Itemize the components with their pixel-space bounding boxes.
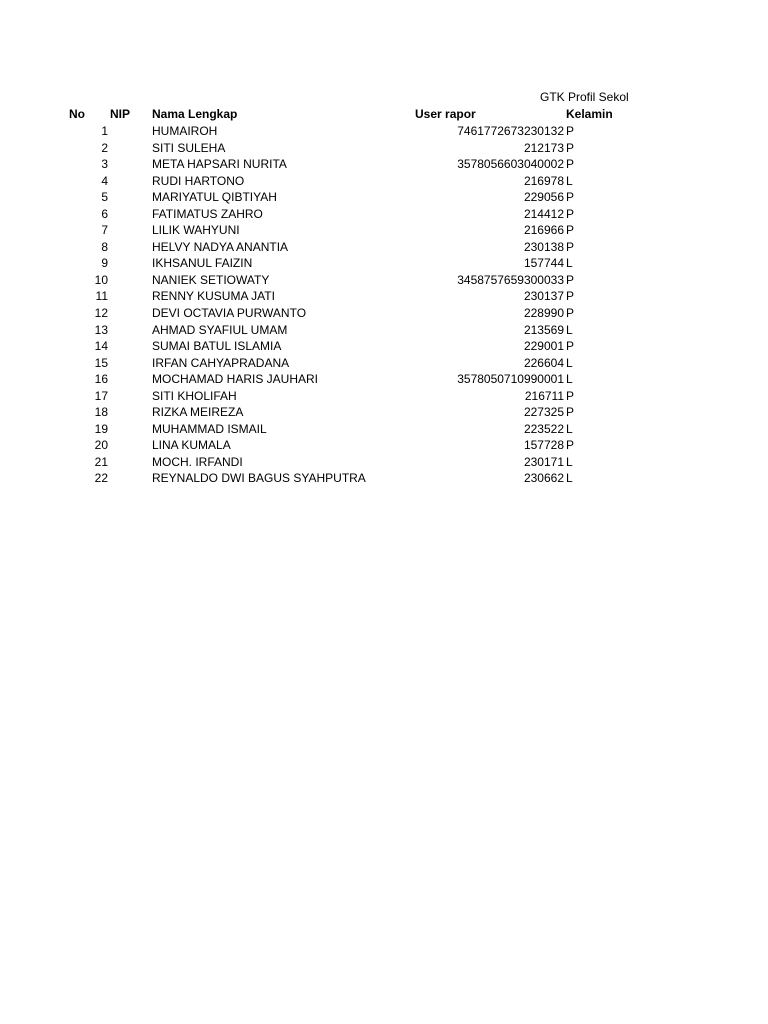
table-row	[0, 470, 768, 487]
row-number: 17	[94, 388, 108, 403]
row-user-rapor: 3578056603040002	[457, 157, 564, 172]
row-user-rapor: 213569	[523, 322, 564, 337]
row-user-rapor: 226604	[523, 355, 564, 370]
row-kelamin: L	[566, 372, 573, 387]
row-kelamin: L	[566, 173, 573, 188]
row-number: 2	[101, 140, 108, 155]
table-row	[0, 239, 768, 256]
row-nama-lengkap: IRFAN CAHYAPRADANA	[152, 355, 290, 370]
row-number: 14	[94, 339, 108, 354]
row-nama-lengkap: FATIMATUS ZAHRO	[152, 206, 263, 221]
row-kelamin: P	[566, 206, 575, 221]
row-user-rapor: 229056	[523, 190, 564, 205]
data-table	[0, 123, 768, 487]
row-number: 13	[94, 322, 108, 337]
row-kelamin: P	[566, 339, 575, 354]
row-nama-lengkap: HELVY NADYA ANANTIA	[152, 239, 289, 254]
table-row	[0, 206, 768, 223]
row-number: 3	[101, 157, 108, 172]
row-kelamin: L	[566, 256, 573, 271]
row-user-rapor: 228990	[523, 306, 564, 321]
row-nama-lengkap: HUMAIROH	[152, 124, 218, 138]
table-row	[0, 288, 768, 305]
row-number: 21	[94, 454, 108, 469]
row-nama-lengkap: REYNALDO DWI BAGUS SYAHPUTRA	[152, 471, 366, 486]
header-nama-lengkap: Nama Lengkap	[152, 107, 238, 121]
row-user-rapor: 214412	[523, 206, 564, 221]
header-nip: NIP	[110, 107, 131, 121]
table-row	[0, 140, 768, 157]
row-number: 15	[94, 355, 108, 370]
row-nama-lengkap: MOCH. IRFANDI	[152, 454, 243, 469]
header-kelamin: Kelamin	[566, 107, 613, 121]
row-user-rapor: 3578050710990001	[457, 372, 564, 387]
row-kelamin: P	[566, 405, 575, 420]
row-kelamin: P	[566, 157, 575, 172]
row-user-rapor: 157744	[523, 256, 564, 271]
row-kelamin: P	[566, 272, 575, 287]
row-kelamin: L	[566, 355, 573, 370]
row-kelamin: P	[566, 124, 575, 138]
row-nama-lengkap: RENNY KUSUMA JATI	[152, 289, 275, 304]
table-row	[0, 189, 768, 206]
row-user-rapor: 230138	[523, 239, 564, 254]
row-number: 7	[101, 223, 108, 238]
row-user-rapor: 216711	[524, 388, 564, 403]
table-row	[0, 123, 768, 140]
row-kelamin: P	[566, 388, 575, 403]
header-user-rapor: User rapor	[415, 107, 476, 121]
table-row	[0, 222, 768, 239]
row-kelamin: L	[566, 471, 573, 486]
row-number: 5	[101, 190, 108, 205]
row-number: 1	[101, 124, 108, 138]
row-user-rapor: 157728	[523, 438, 564, 453]
table-row	[0, 421, 768, 438]
row-nama-lengkap: SUMAI BATUL ISLAMIA	[152, 339, 282, 354]
row-nama-lengkap: MUHAMMAD ISMAIL	[152, 421, 267, 436]
row-nama-lengkap: MARIYATUL QIBTIYAH	[152, 190, 277, 205]
row-user-rapor: 229001	[523, 339, 564, 354]
row-nama-lengkap: RIZKA MEIREZA	[152, 405, 244, 420]
row-user-rapor: 7461772673230132	[457, 124, 564, 138]
row-number: 19	[94, 421, 108, 436]
row-kelamin: L	[566, 322, 573, 337]
row-nama-lengkap: SITI SULEHA	[152, 140, 226, 155]
row-kelamin: P	[566, 306, 575, 321]
row-kelamin: L	[566, 454, 573, 469]
table-row	[0, 255, 768, 272]
table-row	[0, 388, 768, 405]
table-row	[0, 355, 768, 372]
row-kelamin: P	[566, 239, 575, 254]
row-kelamin: L	[566, 421, 573, 436]
row-number: 16	[94, 372, 108, 387]
header-no: No	[69, 107, 85, 121]
table-row	[0, 272, 768, 289]
table-row	[0, 338, 768, 355]
row-kelamin: P	[566, 438, 575, 453]
table-row	[0, 305, 768, 322]
row-nama-lengkap: DEVI OCTAVIA PURWANTO	[152, 306, 307, 321]
row-user-rapor: 216966	[523, 223, 564, 238]
row-nama-lengkap: MOCHAMAD HARIS JAUHARI	[152, 372, 319, 387]
row-number: 10	[94, 272, 108, 287]
row-nama-lengkap: AHMAD SYAFIUL UMAM	[152, 322, 288, 337]
row-nama-lengkap: IKHSANUL FAIZIN	[152, 256, 253, 271]
row-nama-lengkap: LINA KUMALA	[152, 438, 231, 453]
table-row	[0, 454, 768, 471]
row-nama-lengkap: LILIK WAHYUNI	[152, 223, 240, 238]
row-number: 4	[101, 173, 108, 188]
row-user-rapor: 227325	[523, 405, 564, 420]
row-user-rapor: 230662	[523, 471, 564, 486]
row-kelamin: P	[566, 140, 575, 155]
table-row	[0, 156, 768, 173]
row-number: 11	[95, 289, 108, 304]
row-user-rapor: 230137	[523, 289, 564, 304]
table-row	[0, 371, 768, 388]
row-user-rapor: 3458757659300033	[457, 272, 564, 287]
row-number: 9	[101, 256, 108, 271]
row-nama-lengkap: SITI KHOLIFAH	[152, 388, 237, 403]
row-number: 6	[101, 206, 108, 221]
row-nama-lengkap: META HAPSARI NURITA	[152, 157, 287, 172]
row-number: 20	[94, 438, 108, 453]
table-row	[0, 437, 768, 454]
row-number: 18	[94, 405, 108, 420]
row-user-rapor: 212173	[523, 140, 564, 155]
row-kelamin: P	[566, 289, 575, 304]
row-kelamin: P	[566, 223, 575, 238]
row-number: 8	[101, 239, 108, 254]
table-row	[0, 322, 768, 339]
row-kelamin: P	[566, 190, 575, 205]
row-user-rapor: 216978	[523, 173, 564, 188]
sheet-title: GTK Profil Sekol	[540, 90, 629, 104]
row-user-rapor: 230171	[523, 454, 564, 469]
row-number: 22	[94, 471, 108, 486]
row-number: 12	[94, 306, 108, 321]
table-row	[0, 173, 768, 190]
row-user-rapor: 223522	[523, 421, 564, 436]
table-row	[0, 404, 768, 421]
row-nama-lengkap: RUDI HARTONO	[152, 173, 245, 188]
row-nama-lengkap: NANIEK SETIOWATY	[152, 272, 270, 287]
